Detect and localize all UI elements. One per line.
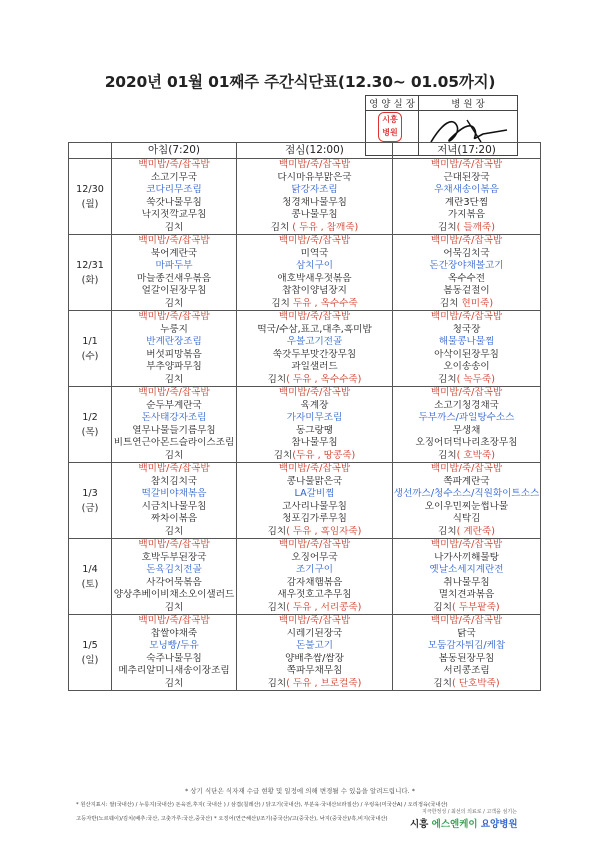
menu-item: 낙지젓깍교무침 (141, 209, 207, 220)
menu-item (237, 374, 392, 387)
menu-item: 닭강자조림 (291, 184, 338, 195)
dinner-cell (393, 463, 541, 539)
menu-item: 백미밥/죽/잡곡밥 (138, 615, 210, 626)
menu-item: 비트연근아몬드슬라이스조림 (113, 437, 235, 448)
kimchi-label: 김치 (267, 601, 287, 613)
menu-item: 쑥갓나물무침 (146, 196, 202, 208)
menu-item: 쑥갓두부맛간장무침 (272, 348, 357, 360)
day-cell (69, 615, 112, 691)
snack-porridge-label: 두유 , 옥수수죽 (292, 297, 358, 309)
menu-item: 소고기청경채국 (434, 399, 499, 411)
menu-item: 취나물무침 (443, 576, 490, 588)
day-cell (69, 387, 112, 463)
approval-label-nutritionist: 영 양 실 장 (366, 96, 419, 111)
menu-item: 육계장 (300, 399, 329, 411)
menu-item: 가지볶음 (447, 209, 486, 220)
menu-item: 오징어무국 (291, 551, 338, 563)
menu-item: 버섯피망볶음 (146, 348, 202, 360)
menu-item: 조기구이 (295, 564, 334, 575)
menu-item: 양배추쌈/쌈장 (285, 652, 344, 664)
lunch-cell (237, 311, 393, 387)
day-date: 1/4 (82, 563, 98, 575)
menu-item: 백미밥/죽/잡곡밥 (278, 159, 351, 170)
menu-item: 찹쌀야채죽 (150, 627, 198, 639)
snack-porridge-label: ( 두유 , 서리콩죽) (286, 601, 362, 613)
menu-item: 청포김가루무침 (282, 513, 347, 524)
dinner-cell (393, 311, 541, 387)
snack-porridge-label: ( 두부팥죽) (451, 601, 500, 613)
seal-text: 병원 (382, 128, 398, 137)
menu-item (393, 526, 540, 539)
menu-item: 짜차이볶음 (150, 513, 198, 524)
menu-item: 청국장 (452, 323, 481, 335)
snack-porridge-label: ( 계란죽) (456, 525, 495, 537)
menu-item: 메추리알미니새송이장조림 (118, 665, 230, 676)
menu-item: 청경채나물무침 (282, 196, 347, 208)
menu-item: 백미밥/죽/잡곡밥 (430, 311, 503, 322)
hospital-logo (410, 808, 520, 834)
menu-item: 열무나물들기름무침 (132, 424, 216, 436)
menu-item: 김치 (164, 297, 184, 309)
menu-item: 백미밥/죽/잡곡밥 (278, 463, 351, 474)
menu-item: 콩나물맑은국 (286, 475, 343, 487)
menu-item: 모닝빵/두유 (149, 640, 199, 651)
page-title: 2020년 01월 01째주 주간식단표(12.30~ 01.05까지) (104, 73, 496, 91)
breakfast-cell (112, 159, 237, 235)
menu-item: 미역국 (300, 247, 329, 259)
day-of-week: (토) (81, 578, 99, 590)
menu-item: 쪽파무채무침 (286, 665, 343, 676)
day-date: 1/2 (82, 411, 98, 423)
menu-header-row (69, 143, 541, 159)
header-lunch: 점심(12:00) (237, 143, 393, 159)
snack-porridge-label: ( 단호박죽) (451, 677, 500, 689)
menu-item: 김치 (164, 525, 184, 537)
menu-item: 돈불고기 (295, 640, 334, 651)
menu-item: 백미밥/죽/잡곡밥 (138, 387, 210, 398)
menu-item: 옛날소세지계란전 (429, 564, 504, 575)
logo-name (410, 816, 518, 830)
menu-item (393, 450, 540, 463)
menu-item: 백미밥/죽/잡곡밥 (430, 539, 503, 550)
menu-item: 김치 (164, 373, 184, 385)
day-row (69, 235, 541, 311)
menu-item: 숙주나물무침 (146, 652, 202, 664)
origin-line-2: 고등자반(노르웨이)/김치(배추:국산, 고춧가루:국산,중국산) * 오징어(연근해산)/조기(중국산)/고(중국산), 낙지(중국산)/흑,비지(국내산) (76, 816, 388, 822)
menu-item: 생선까스/청수소스/직원화이트소스 (393, 488, 540, 499)
kimchi-label: 김치 (438, 449, 457, 461)
seal-stamp-icon (378, 112, 402, 142)
snack-porridge-label: 현미죽) (461, 297, 494, 309)
menu-item: 백미밥/죽/잡곡밥 (430, 159, 503, 170)
kimchi-label: 김치 (438, 525, 457, 537)
menu-item: 사각어묵볶음 (146, 576, 202, 588)
logo-name-brand: 에스엔케이 (431, 819, 481, 830)
breakfast-cell (112, 311, 237, 387)
menu-item: 두부까스/과일탕수소스 (418, 412, 515, 423)
menu-item (237, 602, 392, 615)
snack-porridge-label: ( 두유 , 흑임자죽) (286, 525, 362, 537)
logo-name-prefix: 시흥 (410, 819, 432, 830)
menu-item: 찹찹이양념장지 (282, 285, 347, 296)
menu-item: 백미밥/죽/잡곡밥 (430, 387, 503, 398)
menu-item: 소고기무국 (150, 171, 198, 183)
menu-item (237, 450, 392, 463)
kimchi-label: 김치 (433, 601, 452, 613)
menu-item: 우볼고기전골 (286, 336, 343, 347)
menu-item: 동그랑땡 (295, 424, 334, 436)
menu-item: 백미밥/죽/잡곡밥 (278, 387, 351, 398)
menu-item (237, 222, 392, 235)
day-of-week: (화) (81, 274, 99, 286)
menu-item: 마늘종건새우볶음 (136, 272, 212, 284)
snack-porridge-label: ( 들깨죽) (456, 221, 495, 233)
day-row (69, 539, 541, 615)
kimchi-label: 김치 (439, 297, 462, 309)
lunch-cell (237, 615, 393, 691)
dinner-cell (393, 387, 541, 463)
day-date: 12/30 (76, 183, 104, 195)
notice-text: * 상기 식단은 식자재 수급 현황 및 일정에 의해 변경될 수 있음을 알려드립니다. * (184, 787, 416, 795)
menu-item: 닭국 (457, 627, 476, 639)
menu-item (393, 374, 540, 387)
menu-item: 애호박새우젓볶음 (277, 272, 352, 284)
menu-item: 떡국/수삼,표고,대추,흑미밥 (257, 323, 372, 335)
menu-item: 모둠감자튀김/케찹 (427, 640, 506, 651)
menu-item: 서리콩조림 (443, 665, 490, 676)
menu-item: 다시마유부맑은국 (277, 171, 352, 183)
dinner-cell (393, 235, 541, 311)
approval-label-director: 병 원 장 (419, 96, 518, 111)
kimchi-label: 김치 (433, 677, 452, 689)
kimchi-label: 김치 (270, 221, 293, 233)
lunch-cell (237, 235, 393, 311)
day-cell (69, 463, 112, 539)
menu-item (237, 298, 392, 311)
menu-item: 북어계란국 (150, 247, 198, 259)
menu-item: 반계란장조림 (146, 336, 202, 347)
dinner-cell (393, 159, 541, 235)
menu-item: 백미밥/죽/잡곡밥 (278, 311, 351, 322)
snack-porridge-label: ( 녹두죽) (456, 373, 495, 385)
menu-item: 오이우민찌눈썹나물 (424, 500, 509, 512)
dinner-cell (393, 539, 541, 615)
day-row (69, 387, 541, 463)
menu-item: 누룽지 (160, 323, 188, 335)
snack-porridge-label: ( 호박죽) (456, 449, 495, 461)
day-of-week: (금) (81, 502, 99, 514)
menu-item: 백미밥/죽/잡곡밥 (430, 463, 503, 474)
menu-item: 쪽파계란국 (443, 475, 490, 487)
breakfast-cell (112, 463, 237, 539)
header-breakfast: 아침(7:20) (112, 143, 237, 159)
day-date: 1/1 (82, 335, 98, 347)
menu-item: 백미밥/죽/잡곡밥 (138, 235, 210, 246)
menu-item: 무생채 (452, 424, 481, 436)
menu-item: 돈간장야채볼고기 (429, 260, 504, 271)
menu-item: 백미밥/죽/잡곡밥 (138, 463, 210, 474)
lunch-cell (237, 387, 393, 463)
kimchi-label: 김치 (273, 449, 293, 461)
day-of-week: (일) (81, 654, 99, 666)
menu-item: 백미밥/죽/잡곡밥 (138, 311, 210, 322)
menu-item: 떡갈비야채볶음 (141, 488, 207, 499)
breakfast-cell (112, 235, 237, 311)
kimchi-label: 김치 (271, 297, 293, 309)
menu-item: 백미밥/죽/잡곡밥 (138, 159, 210, 170)
day-of-week: (수) (81, 350, 99, 362)
menu-item: 백미밥/죽/잡곡밥 (278, 615, 351, 626)
menu-item: 김치 (164, 601, 184, 613)
menu-item: 봄동된장무침 (438, 652, 495, 664)
menu-item (393, 298, 540, 311)
kimchi-label: 김치 (438, 373, 457, 385)
menu-item: 옥수수전 (447, 272, 486, 284)
menu-item: 백미밥/죽/잡곡밥 (278, 235, 351, 246)
menu-item: 얼갈이된장무침 (141, 285, 207, 296)
header-day-cell (69, 143, 112, 159)
breakfast-cell (112, 615, 237, 691)
day-cell (69, 235, 112, 311)
day-cell (69, 539, 112, 615)
menu-item: 새우젓호고추무침 (277, 589, 352, 600)
kimchi-label: 김치 (438, 221, 457, 233)
menu-item: 감자채햄볶음 (286, 576, 343, 588)
weekly-menu-table (68, 142, 541, 691)
menu-item: 백미밥/죽/잡곡밥 (430, 235, 503, 246)
origin-line-1: * 원산지표시: 쌀(국내산) / 누룽지(국내산) 돈육전,후지( 국내산 ) / 삼겹(칠레산) / 닭고기(국내산), 부분육·국내산브라질산) / 우렁육(미국산A) / 오리정육(국내산) (76, 802, 448, 808)
seal-text: 시흥 (382, 115, 398, 124)
menu-item: 우채새송이볶음 (434, 184, 499, 195)
day-cell (69, 311, 112, 387)
menu-item: 양상추베이비채소오이샐러드 (113, 589, 235, 600)
menu-item: 삼치구이 (295, 260, 334, 271)
kimchi-label: 김치 (267, 373, 287, 385)
menu-item: 참나물무침 (291, 437, 338, 448)
dinner-cell (393, 615, 541, 691)
menu-item: 식탁김 (452, 513, 481, 524)
menu-item: 해물콩나물찜 (438, 336, 495, 347)
menu-item: 근대된장국 (443, 171, 490, 183)
day-row (69, 615, 541, 691)
menu-item: 백미밥/죽/잡곡밥 (430, 615, 503, 626)
menu-item (237, 678, 392, 691)
menu-item: 코다리무조림 (146, 184, 202, 195)
menu-item: LA갈비찜 (294, 488, 335, 499)
day-row (69, 311, 541, 387)
menu-item (237, 526, 392, 539)
menu-item: 순두부계란국 (146, 399, 202, 411)
menu-item: 과일샐러드 (291, 361, 338, 372)
menu-item: 나가사끼해물탕 (434, 551, 499, 563)
menu-item: 고사리나물무침 (282, 500, 347, 512)
lunch-cell (237, 463, 393, 539)
day-date: 1/5 (82, 639, 98, 651)
menu-item: 계란3단찜 (444, 196, 489, 208)
menu-item (393, 678, 540, 691)
menu-item: 백미밥/죽/잡곡밥 (278, 539, 351, 550)
menu-item (393, 222, 540, 235)
lunch-cell (237, 539, 393, 615)
menu-item: 돈육김치전골 (146, 564, 202, 575)
menu-item (393, 602, 540, 615)
day-row (69, 159, 541, 235)
menu-item: 김치 (164, 221, 184, 233)
breakfast-cell (112, 387, 237, 463)
menu-item: 가자미무조림 (286, 412, 343, 423)
day-of-week: (목) (81, 426, 99, 438)
menu-item: 시레기된장국 (286, 627, 343, 639)
snack-porridge-label: ( 두유 , 브로컬죽) (286, 677, 362, 689)
menu-item: 오징어더덕나리초장무침 (415, 437, 518, 448)
menu-item: 시금치나물무침 (141, 500, 207, 512)
logo-slogan: 지극한정성 / 최선의 의료로 / 고객을 섬기는 (422, 809, 518, 815)
menu-item: 어묵김치국 (443, 247, 490, 259)
menu-item: 콩나물무침 (291, 209, 338, 220)
menu-item: 호박두부된장국 (141, 551, 207, 563)
snack-porridge-label: (두유 , 땅콩죽) (292, 449, 356, 461)
snack-porridge-label: ( 두유 , 옥수수죽) (286, 373, 362, 385)
menu-item: 김치 (164, 449, 184, 461)
menu-item: 마파두부 (155, 260, 193, 271)
menu-item: 백미밥/죽/잡곡밥 (138, 539, 210, 550)
menu-item: 아삭이된장무침 (434, 348, 499, 360)
lunch-cell (237, 159, 393, 235)
logo-name-suffix: 요양병원 (480, 819, 518, 830)
day-cell (69, 159, 112, 235)
menu-item: 부추양파무침 (146, 361, 202, 372)
menu-item: 참치김치국 (150, 475, 198, 487)
menu-item: 김치 (164, 677, 184, 689)
day-of-week: (월) (81, 198, 99, 210)
menu-item: 멸치견과볶음 (438, 589, 495, 600)
menu-item: 오이송송이 (443, 361, 490, 372)
day-row (69, 463, 541, 539)
breakfast-cell (112, 539, 237, 615)
day-date: 1/3 (82, 487, 98, 499)
snack-porridge-label: ( 두유 , 참깨죽) (292, 221, 359, 233)
kimchi-label: 김치 (267, 677, 287, 689)
kimchi-label: 김치 (267, 525, 287, 537)
menu-item: 봄동겉절이 (443, 285, 490, 296)
day-date: 12/31 (76, 259, 104, 271)
header-dinner: 저녁(17:20) (393, 143, 541, 159)
menu-item: 돈사태강자조림 (141, 412, 207, 423)
